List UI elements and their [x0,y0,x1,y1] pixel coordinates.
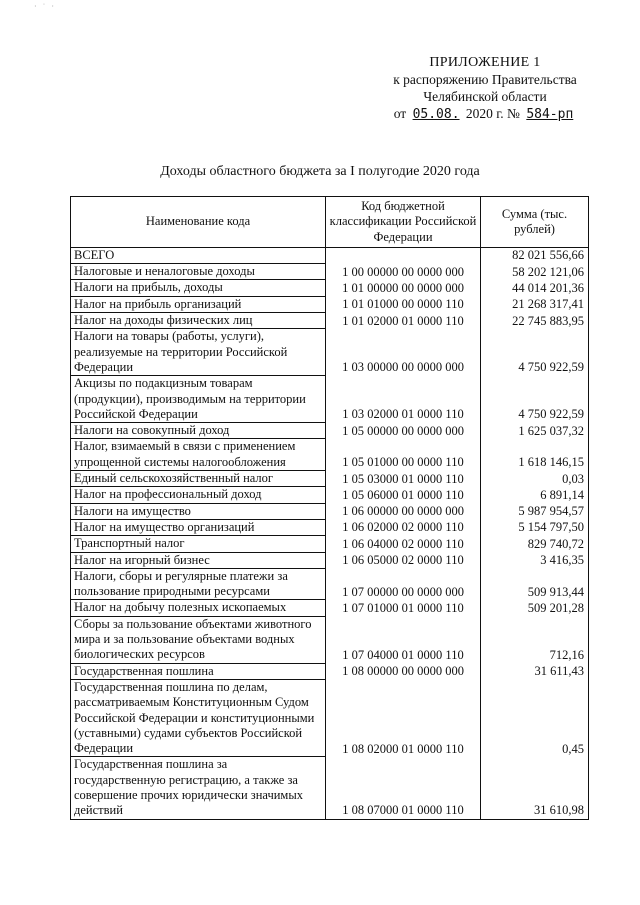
row-code: 1 08 02000 01 0000 110 [326,679,481,756]
row-code [326,247,481,263]
row-name: Налог на доходы физических лиц [71,313,326,329]
row-sum: 1 618 146,15 [481,439,589,471]
row-sum: 31 610,98 [481,757,589,819]
row-code: 1 07 04000 01 0000 110 [326,616,481,663]
table-row [71,376,589,423]
table-row [71,247,589,263]
table-row [71,313,589,329]
row-name: Налоги, сборы и регулярные платежи за пользование природными ресурсами [71,568,326,600]
scan-marks: · ˙ · [34,2,56,11]
row-sum: 1 625 037,32 [481,423,589,439]
row-name: Налоги на совокупный доход [71,423,326,439]
table-row [71,552,589,568]
row-code: 1 05 01000 00 0000 110 [326,439,481,471]
row-name: Государственная пошлина по делам, рассматриваемым Конституционным Судом Российской Федерации и конституционными (уставными) судами субъектов Российской Федерации [71,679,326,756]
table-row [71,568,589,600]
row-code: 1 08 07000 01 0000 110 [326,757,481,819]
table-row [71,487,589,503]
table-row [71,663,589,679]
row-code: 1 00 00000 00 0000 000 [326,264,481,280]
row-code: 1 03 02000 01 0000 110 [326,376,481,423]
row-code: 1 06 00000 00 0000 000 [326,503,481,519]
table-row [71,519,589,535]
row-name: Единый сельскохозяйственный налог [71,471,326,487]
row-name: Налоги на имущество [71,503,326,519]
table-row [71,423,589,439]
row-code: 1 03 00000 00 0000 000 [326,329,481,376]
table-row [71,503,589,519]
date-year: 2020 г. № [465,106,520,121]
table-row [71,264,589,280]
row-sum: 509 913,44 [481,568,589,600]
row-sum: 5 987 954,57 [481,503,589,519]
table-row [71,757,589,819]
row-sum: 31 611,43 [481,663,589,679]
appendix-line-1: к распоряжению Правительства [393,72,577,87]
table-row [71,471,589,487]
row-sum: 0,45 [481,679,589,756]
row-sum: 44 014 201,36 [481,280,589,296]
row-sum: 82 021 556,66 [481,247,589,263]
row-code: 1 06 04000 02 0000 110 [326,536,481,552]
row-code: 1 06 05000 02 0000 110 [326,552,481,568]
row-sum: 5 154 797,50 [481,519,589,535]
appendix-date-line [370,105,600,123]
appendix-title: ПРИЛОЖЕНИЕ 1 [429,55,541,70]
row-name: Налоги на прибыль, доходы [71,280,326,296]
row-name: Налоги на товары (работы, услуги), реализуемые на территории Российской Федерации [71,329,326,376]
table-row [71,439,589,471]
row-name: Налог на добычу полезных ископаемых [71,600,326,616]
row-name: Налоговые и неналоговые доходы [71,264,326,280]
row-code: 1 05 00000 00 0000 000 [326,423,481,439]
document-title: Доходы областного бюджета за I полугодие 2020 года [160,164,480,179]
row-name: ВСЕГО [71,247,326,263]
table-row [71,296,589,312]
table-row [71,280,589,296]
row-name: Налог, взимаемый в связи с применением упрощенной системы налогообложения [71,439,326,471]
row-code: 1 01 00000 00 0000 000 [326,280,481,296]
row-name: Сборы за пользование объектами животного мира и за пользование объектами водных биологических ресурсов [71,616,326,663]
row-sum: 6 891,14 [481,487,589,503]
table-row [71,679,589,756]
row-name: Государственная пошлина за государственную регистрацию, а также за совершение прочих юридически значимых действий [71,757,326,819]
table-row [71,329,589,376]
row-name: Налог на игорный бизнес [71,552,326,568]
header-sum: Сумма (тыс. рублей) [481,197,589,248]
row-name: Государственная пошлина [71,663,326,679]
row-sum: 21 268 317,41 [481,296,589,312]
row-sum: 58 202 121,06 [481,264,589,280]
row-name: Транспортный налог [71,536,326,552]
row-code: 1 05 03000 01 0000 110 [326,471,481,487]
header-code: Код бюджетной классификации Российской Федерации [326,197,481,248]
row-name: Налог на прибыль организаций [71,296,326,312]
row-sum: 0,03 [481,471,589,487]
row-name: Налог на имущество организаций [71,519,326,535]
table-row [71,600,589,616]
row-sum: 3 416,35 [481,552,589,568]
date-value: 05.08. [412,107,460,122]
row-code: 1 08 00000 00 0000 000 [326,663,481,679]
row-sum: 4 750 922,59 [481,329,589,376]
row-sum: 22 745 883,95 [481,313,589,329]
header-name: Наименование кода [71,197,326,248]
row-name: Налог на профессиональный доход [71,487,326,503]
row-sum: 712,16 [481,616,589,663]
row-code: 1 06 02000 02 0000 110 [326,519,481,535]
row-code: 1 05 06000 01 0000 110 [326,487,481,503]
appendix-line-2: Челябинской области [423,89,547,104]
row-sum: 829 740,72 [481,536,589,552]
date-prefix: от [393,106,407,121]
row-code: 1 07 01000 01 0000 110 [326,600,481,616]
document-number: 584-рп [526,107,574,122]
table-row [71,616,589,663]
row-name: Акцизы по подакцизным товарам (продукции), производимым на территории Российской Федерации [71,376,326,423]
row-sum: 4 750 922,59 [481,376,589,423]
row-code: 1 01 02000 01 0000 110 [326,313,481,329]
revenue-table [70,196,589,820]
row-sum: 509 201,28 [481,600,589,616]
table-header-row [71,197,589,248]
row-code: 1 07 00000 00 0000 000 [326,568,481,600]
appendix-block [370,54,600,123]
table-row [71,536,589,552]
row-code: 1 01 01000 00 0000 110 [326,296,481,312]
